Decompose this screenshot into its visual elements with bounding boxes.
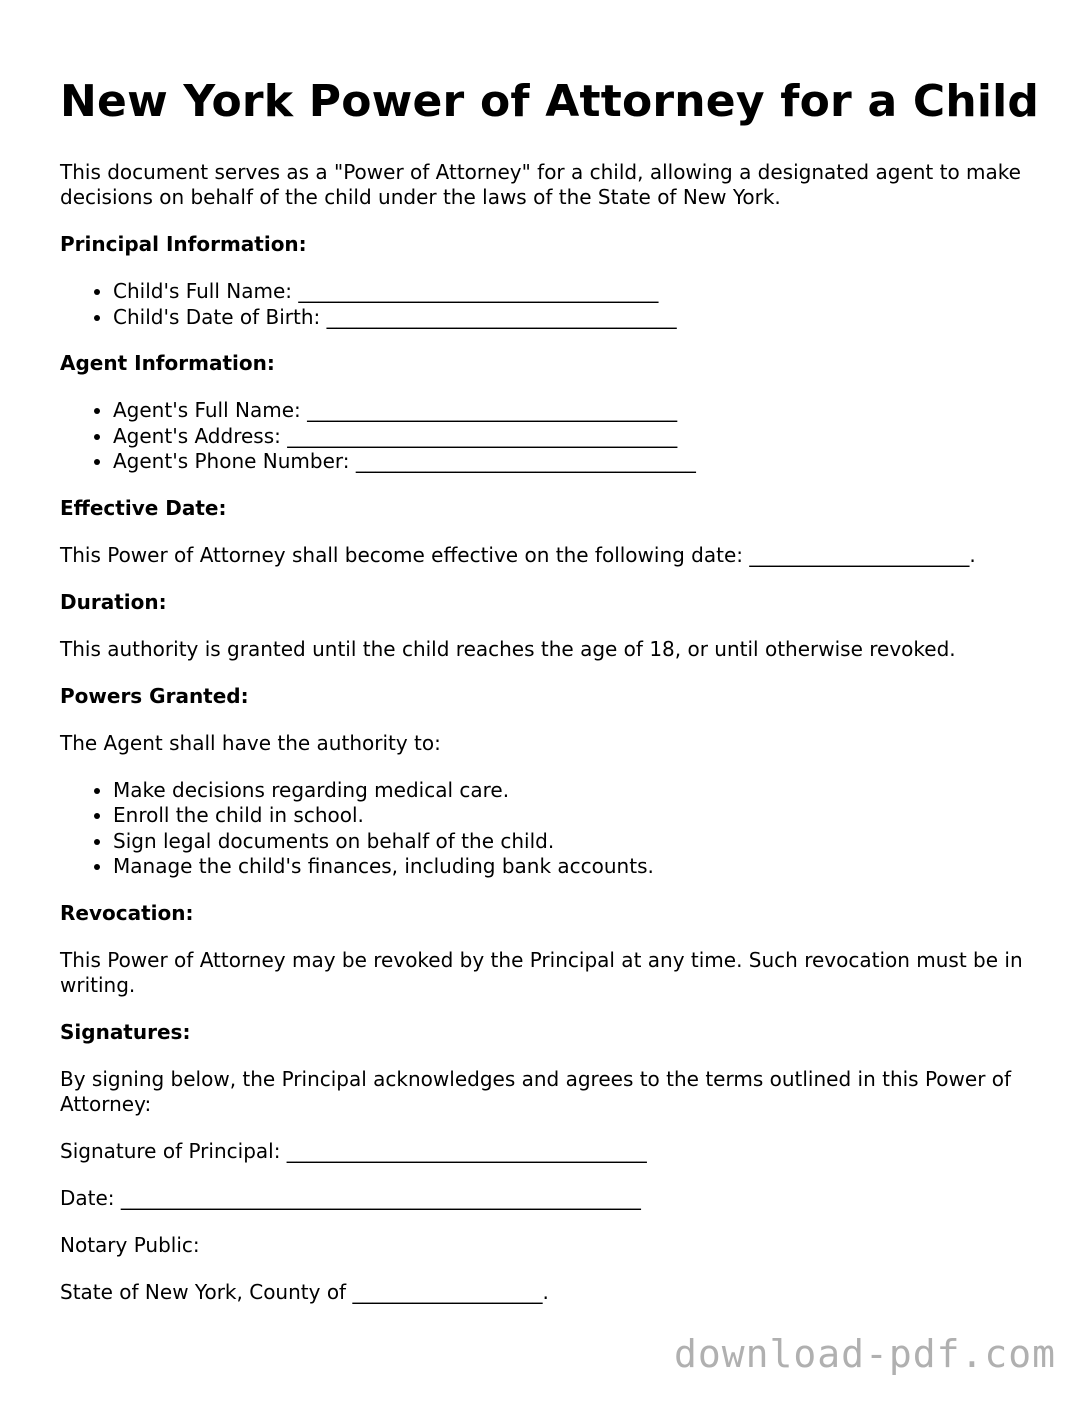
agent-list xyxy=(60,398,1040,475)
duration-text: This authority is granted until the child reaches the age of 18, or until otherwise revoked. xyxy=(60,636,956,661)
revocation-text: This Power of Attorney may be revoked by the Principal at any time. Such revocation must be in writing. xyxy=(60,947,1023,997)
list-item: • Manage the child's finances, including bank accounts. xyxy=(113,854,1040,880)
intro-paragraph: This document serves as a "Power of Attorney" for a child, allowing a designated agent to make decisions on behalf of the child under the laws of the State of New York. xyxy=(60,160,1021,209)
duration-heading: Duration: xyxy=(60,589,167,614)
agents-phone-number-field: • Agent's Phone Number: __________________________________ xyxy=(113,449,1040,475)
revocation-heading: Revocation: xyxy=(60,900,194,925)
agent-heading: Agent Information: xyxy=(60,351,275,375)
childs-full-name-field: • Child's Full Name: ____________________________________ xyxy=(113,279,1040,305)
notary-public-label: Notary Public: xyxy=(60,1232,200,1257)
childs-date-of-birth-field: • Child's Date of Birth: ___________________________________ xyxy=(113,305,1040,331)
document-title: New York Power of Attorney for a Child xyxy=(60,76,1040,127)
county-line: State of New York, County of ___________________. xyxy=(60,1279,549,1304)
principal-list xyxy=(60,279,1040,330)
principal-signature-line: Signature of Principal: ____________________________________ xyxy=(60,1138,647,1163)
watermark: download-pdf.com xyxy=(673,1332,1056,1376)
powers-heading: Powers Granted: xyxy=(60,683,249,708)
effective-date-heading: Effective Date: xyxy=(60,495,227,520)
powers-text: The Agent shall have the authority to: xyxy=(60,730,441,755)
effective-date-text: This Power of Attorney shall become effective on the following date: ______________________. xyxy=(60,542,976,567)
list-item: • Sign legal documents on behalf of the child. xyxy=(113,829,1040,855)
powers-list xyxy=(60,778,1040,880)
agents-address-field: • Agent's Address: _______________________________________ xyxy=(113,424,1040,450)
list-item: • Make decisions regarding medical care. xyxy=(113,778,1040,804)
principal-heading: Principal Information: xyxy=(60,232,307,256)
signatures-heading: Signatures: xyxy=(60,1019,191,1044)
date-line: Date: ____________________________________________________ xyxy=(60,1185,641,1210)
signatures-text: By signing below, the Principal acknowledges and agrees to the terms outlined in this Power of Attorney: xyxy=(60,1066,1012,1116)
agents-full-name-field: • Agent's Full Name: _____________________________________ xyxy=(113,398,1040,424)
document-page xyxy=(60,70,1040,1327)
list-item: • Enroll the child in school. xyxy=(113,803,1040,829)
